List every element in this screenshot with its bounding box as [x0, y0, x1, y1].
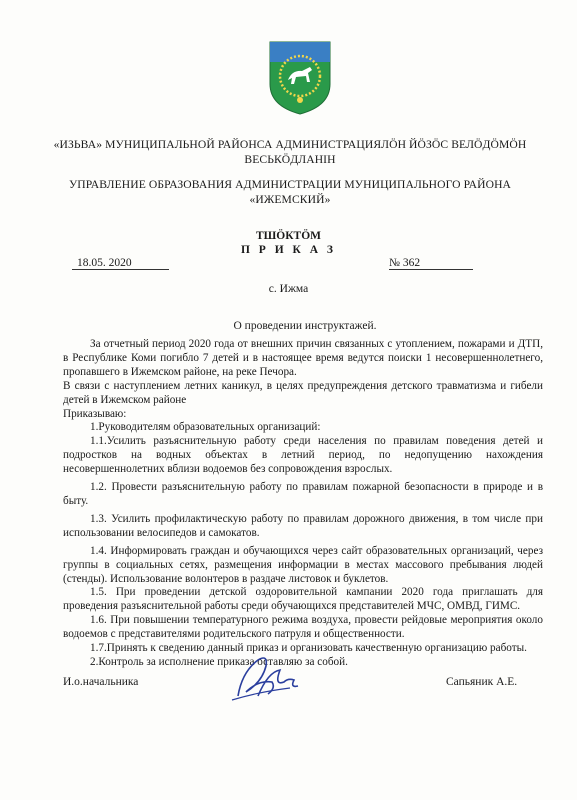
signatory-name: Сапьяник А.Е. — [446, 676, 518, 688]
item-1-6: 1.6. При повышении температурного режима воздуха, провести рейдовые мероприятия около водоемов с представителями родительского патруля и общественности. — [63, 614, 543, 641]
item-1-1: 1.1.Усилить разъяснительную работу среди населения по правилам поведения детей и подростков на водных объектах в летний период, по недопущению нахождения несовершеннолетних вблизи водоемов без сопровождения взрослых. — [63, 435, 543, 476]
item-1: 1.Руководителям образовательных организаций: — [90, 421, 321, 434]
document-title — [0, 229, 577, 257]
paragraph-order: Приказываю: — [63, 407, 127, 420]
document-subject: О проведении инструктажей. — [233, 320, 377, 332]
handwritten-signature — [228, 652, 308, 708]
organization-name-komi: «ИЗЬВА» МУНИЦИПАЛЬНОЙ РАЙОНСА АДМИНИСТРАЦИЯЛӦН ЙӦЗӦС ВЕЛӦДӦМӦН ВЕСЬКӦДЛАНІН — [53, 138, 527, 166]
item-1-5: 1.5. При проведении детской оздоровительной кампании 2020 года приглашать для проведения разъяснительной работы среди обучающихся представителей МЧС, ОМВД, ГИМС. — [63, 586, 543, 613]
paragraph-intro: За отчетный период 2020 года от внешних причин связанных с утоплением, пожарами и ДТП, в Республике Коми погибло 7 детей и в настоящее время ведутся поиски 1 несовершеннолетнего, пропавшего в Ижемском районе, на реке Печора. — [63, 338, 543, 378]
item-1-4: 1.4. Информировать граждан и обучающихся через сайт образовательных организаций, через группы в социальных сетях, размещения информации в местах массового пребывания людей (стенды). Использование волонтеров в раздаче листовок и буклетов. — [63, 544, 543, 585]
coat-of-arms-emblem — [268, 40, 332, 116]
organization-name-russian: УПРАВЛЕНИЕ ОБРАЗОВАНИЯ АДМИНИСТРАЦИИ МУНИЦИПАЛЬНОГО РАЙОНА «ИЖЕМСКИЙ» — [68, 178, 512, 206]
title-russian: П Р И К А З — [240, 244, 336, 256]
item-1-3: 1.3. Усилить профилактическую работу по правилам дорожного движения, в том числе при использовании велосипедов и самокатов. — [63, 512, 543, 539]
title-komi: ТШӦКТӦМ — [255, 230, 322, 242]
document-date: 18.05. 2020 — [72, 257, 169, 270]
item-1-7: 1.7.Принять к сведению данный приказ и организовать качественную организацию работы. — [90, 642, 527, 655]
paragraph-reason: В связи с наступлением летних каникул, в целях предупреждения детского травматизма и гибели детей в Ижемском районе — [63, 379, 543, 406]
document-place: с. Ижма — [268, 283, 309, 295]
item-2: 2.Контроль за исполнение приказа оставляю за собой. — [90, 655, 348, 668]
signatory-position: И.о.начальника — [63, 676, 139, 688]
document-number: № 362 — [389, 257, 473, 270]
document-body — [63, 338, 543, 670]
item-1-2: 1.2. Провести разъяснительную работу по правилам пожарной безопасности в природе и в быту. — [63, 481, 543, 507]
